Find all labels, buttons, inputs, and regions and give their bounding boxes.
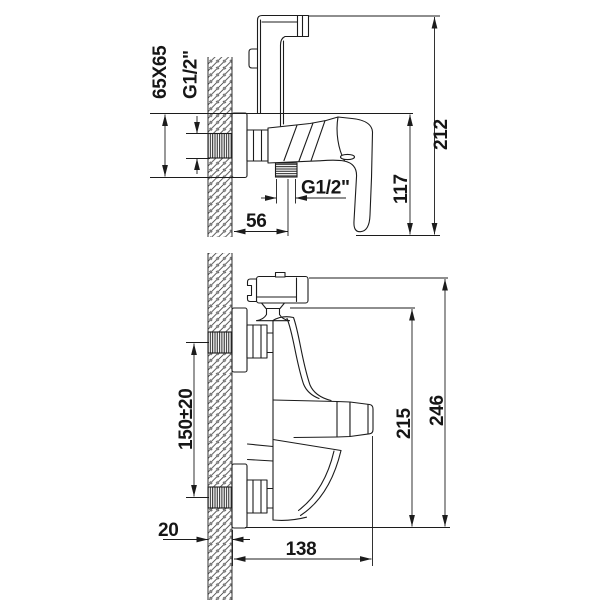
dim-label-outlet-thread: G1/2"	[301, 177, 350, 199]
wall-section-side	[208, 57, 233, 237]
dim-label-body-height-215: 215	[394, 408, 415, 439]
wall-hatch-front	[208, 253, 232, 600]
holder-foot	[262, 303, 285, 309]
dim-label-overall-height-212: 212	[431, 119, 452, 150]
body-dome-outer	[273, 317, 331, 401]
body-skirt-outer	[301, 451, 342, 516]
lever-grip-front	[350, 402, 373, 437]
lever-cap-front	[337, 402, 350, 438]
holder-clip	[248, 279, 257, 302]
hex-nut-side	[247, 130, 268, 161]
escutcheon-top	[232, 308, 247, 372]
lever-detail	[341, 154, 355, 159]
faucet-body-front	[232, 308, 373, 528]
shower-holder-side	[249, 16, 309, 127]
dimensions-front	[158, 278, 450, 566]
dim-label-escutcheon-size: 65X65	[150, 45, 171, 99]
dim-label-wall-depth-20: 20	[158, 520, 179, 541]
dim-label-overall-height-246: 246	[427, 395, 448, 426]
dim-label-outlet-offset-56: 56	[246, 211, 267, 232]
body-flange-lines	[248, 444, 274, 461]
body-bottom-edge	[273, 517, 307, 520]
holder-body-front	[257, 277, 309, 304]
inlet-pipe-bottom	[208, 487, 232, 508]
dim-label-overall-width-138: 138	[285, 539, 317, 560]
shower-holder-front	[248, 273, 309, 321]
dim-label-inlet-spacing: 150±20	[176, 388, 197, 450]
front-view	[158, 253, 450, 600]
holder-tab	[249, 49, 258, 68]
holder-stem	[257, 309, 290, 321]
escutcheon-bottom	[232, 464, 247, 528]
pipe-stubs	[267, 333, 273, 508]
inlet-pipe-top	[208, 332, 232, 353]
hex-nut-bottom	[247, 480, 267, 513]
escutcheon-plate-side	[232, 113, 247, 178]
dim-label-handle-height-117: 117	[391, 174, 412, 204]
inlet-pipe-thread	[208, 134, 233, 159]
dim-label-wall-thread: G1/2"	[180, 50, 202, 99]
hex-nut-top	[247, 325, 267, 358]
outlet-thread	[276, 163, 298, 177]
holder-top-tab	[276, 273, 286, 278]
side-view	[150, 16, 452, 238]
wall-section-front	[208, 253, 232, 600]
